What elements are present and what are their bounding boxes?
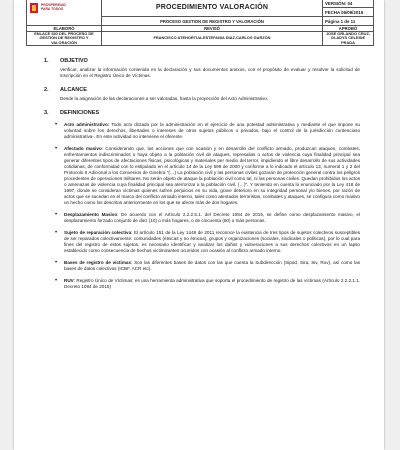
section-heading [44,58,360,64]
procedure-subtitle: PROCESO GESTION DE REGISTRO Y VALORACIÓN [102,17,323,26]
section-title: DEFINICIONES [60,110,100,116]
definition-text: : Registro Único de Víctimas; es una herramienta administrativa que soporta el procedimiento de registro de las víctimas (Artículo 2.2.2.1.1. Decreto 1084 de 2015) [64,278,360,289]
section-objetivo [44,58,360,79]
document-page [14,0,384,450]
definition-text: : Son las diferentes bases de datos con las que cuenta la Subdirección (Sipod, Sira, Siv, Ruv), así como las bases de datos colectivos (ICBF, ACR etc). [64,260,360,271]
section-text: Desde la asignación de las declaraciones a ser valoradas, hasta la proyección del Acto Administrativo. [60,96,269,101]
version-label: VERSIÓN: 04 [323,0,374,8]
colombia-flag-logo-icon [30,3,38,13]
logo-text-line1: PROSPERIDAD [41,3,66,7]
sign-header-reviso: REVISÓ [102,26,323,32]
section-text: Verificar, analizar la información contenida en la declaración y sus documentos anexos, con el propósito de evaluar y resolver la solicitud de inscripción en el Registro Único de Víctimas. [60,67,360,78]
sign-header-aprobo: APROBÓ [323,26,374,32]
definition-text: : Considerando que, las acciones que con ocasión y en desarrollo del conflicto armado, produzcan ataques, combates, enfrentamientos indiscriminados o haya objeto a la población civil de ataques, represalias o actos de violencia cuya finalidad principal sea generar diferentes tipos de afectaciones físicas, psicológicas y materiales per medio del terror, impidiendo el libre desarrollo de sus actividades cotidianas, de conformidad con lo estipulado en el artículo 14 de la Ley 599 de 2000 y conforme a lo indicado el artículo 13, numeral 1 y 2 del Protocolo II Adicional a los Convenios de Ginebra "(…) La población civil y las personas civiles gozarán de protección general contra los peligros procedentes de operaciones militares. No serán objeto de ataque la población civil como tal, ni las personas civiles. Quedan prohibidos los actos o amenazas de violencia cuya finalidad principal sea aterrorizar a la población civil. (…)". Y teniendo en cuenta lo enunciado por la Ley 418 de 1997, donde se consideran víctimas quienes sufren perjuicios en su vida, grave deterioro en su integridad personal y/o bienes, por razón de actos que se sucedan en el marco del conflicto armado interno, tales como atentados terroristas, combates y ataques, se configura como masivo un hecho como los descritos anteriormente en los que se afecte más de dos hogares. [64,146,360,205]
procedure-title: PROCEDIMIENTO VALORACIÓN [102,0,323,17]
date-label: FECHA 06/09/2015 [323,8,374,17]
definition-text: : El artículo 151 de la Ley 1448 de 2011 reconoce la existencia de tres tipos de sujetos colectivos susceptibles de ser reparados colectivamente: comunidades (étnicas y no étnicas), grupos y organizaciones (sociales, sindicales o políticas), por lo cual para fines del registro de estos sujetos, es necesario identificar y analizar los daños y vulneraciones a sus derechos colectivos en un lapso establecido como consecuencia de hechos victimizantes ocurridos con ocasión al conflicto armado interno. [64,230,360,253]
section-heading [44,87,360,93]
definition-term: RUV [64,278,74,283]
logo-text-line2: PARA TODOS [41,6,64,11]
section-title: ALCANCE [60,87,87,93]
definition-term: Acto administrativo: [64,122,110,127]
section-alcance [44,87,360,102]
definition-item [64,278,360,290]
logo-text [41,4,66,12]
sign-value-aprobo: JOSE ORLANDO CRUZ-GLADYS CELEIDE PRADA [323,32,374,46]
definition-item [64,260,360,272]
section-number: 2. [44,87,49,93]
document-header-table [26,0,374,46]
section-title: OBJETIVO [60,58,88,64]
section-definiciones [44,110,360,290]
definition-item [64,122,360,140]
definition-text: : De acuerdo con el Artículo 2.2.2.5.1. del Decreto 1084 de 2015, se define como desplazamiento masivo, el desplazamiento forzado conjunto de diez (10) o más hogares, o de cincuenta (50) o más personas. [64,212,361,223]
definition-term: Desplazamiento Masivo [64,212,118,217]
definition-text: Todo acto dictado por la administración en el ejercicio de una potestad administrativa y mediante el que impone su voluntad sobre los derechos, libertades o intereses de otros sujetos públicos o privados, bajo el control de la jurisdicción contencioso administrativa-. En este actividad no interviene el oferente. [64,122,360,139]
definition-term: Bases de registro de víctimas [64,260,132,265]
section-heading [44,110,360,116]
sign-header-elaboro: ELABORÓ [27,26,102,32]
definition-item [64,212,360,224]
sign-value-reviso: FRANCISCO ATEHORTUA-ESTEFANIA DIAZ-CARLOS GARZÓN [102,32,323,46]
section-number: 3. [44,110,49,116]
sign-value-elaboro: ENLACE SIG DEL PROCESO DE GESTIÓN DE REGISTRO Y VALORACIÓN [27,32,102,46]
definitions-list [64,122,360,290]
definition-term: Afectado masivo [64,146,102,151]
document-body [44,58,360,290]
page-number: Página 1 de 11 [323,17,374,26]
logo-cell [27,0,102,26]
definition-term: Sujeto de reparación colectiva [64,230,132,235]
definition-item [64,230,360,254]
section-number: 1. [44,58,49,64]
definition-item [64,146,360,206]
